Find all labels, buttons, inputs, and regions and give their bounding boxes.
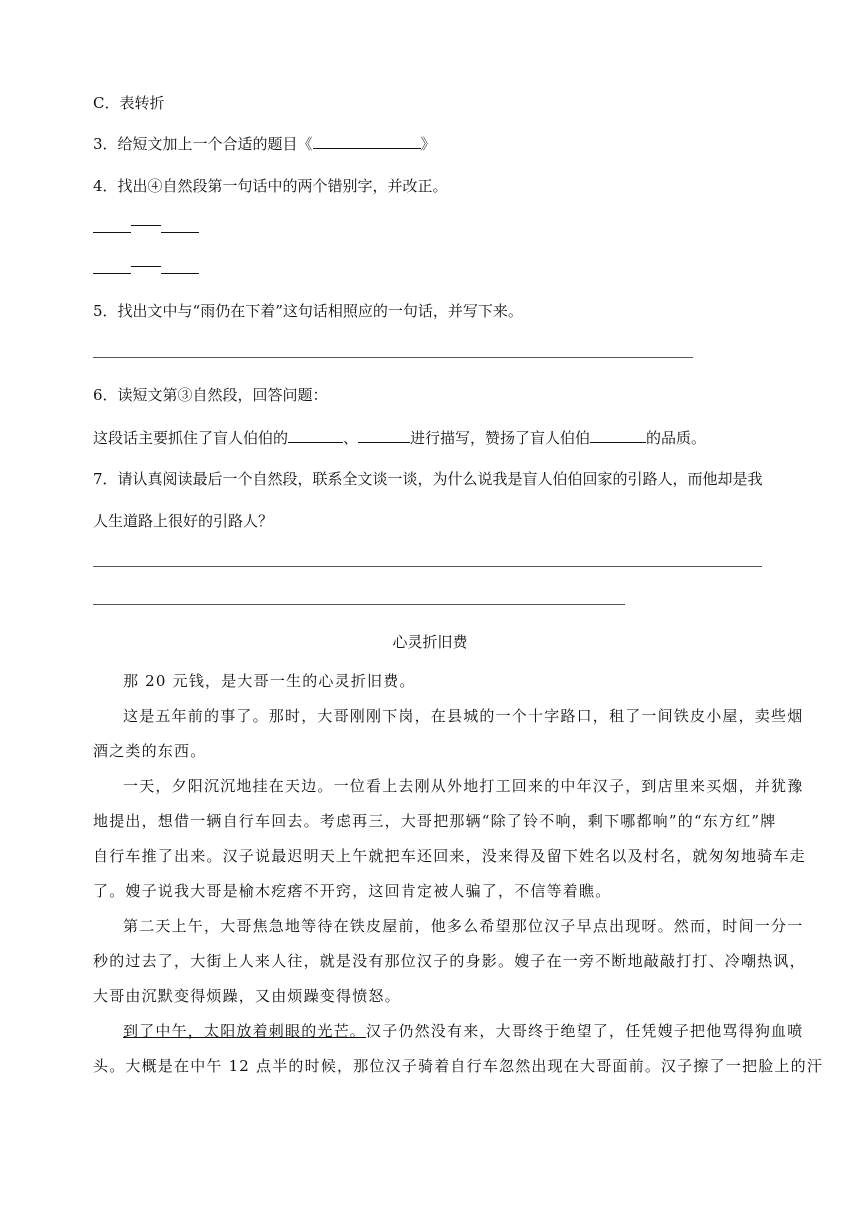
fill-blank-1[interactable] <box>288 428 343 443</box>
answer-line-2 <box>93 259 199 279</box>
fill-text-a: 这段话主要抓住了盲人伯伯的 <box>93 429 289 447</box>
story-body <box>93 664 824 1084</box>
question-3 <box>93 134 436 154</box>
question-4: 4．找出④自然段第一句话中的两个错别字，并改正。 <box>93 177 448 195</box>
fill-blank-3[interactable] <box>590 428 646 443</box>
fill-text-b: 、 <box>343 429 359 447</box>
paragraph-4-line-3: 大哥由沉默变得烦躁，又由烦躁变得愤怒。 <box>93 987 401 1005</box>
paragraph-4-line-1: 第二天上午，大哥焦急地等待在铁皮屋前，他多么希望那位汉子早点出现呀。然而，时间一分一 <box>123 917 804 935</box>
paragraph-2-line-1: 这是五年前的事了。那时，大哥刚刚下岗，在县城的一个十字路口，租了一间铁皮小屋，卖些烟 <box>123 707 804 725</box>
question-3-text: 3．给短文加上一个合适的题目《 <box>93 135 313 153</box>
answer-line-q5[interactable] <box>93 357 693 358</box>
question-6-fill <box>93 428 706 448</box>
option-c: C．表转折 <box>93 94 165 112</box>
paragraph-3-line-1: 一天，夕阳沉沉地挂在天边。一位看上去刚从外地打工回来的中年汉子，到店里来买烟，并犹豫 <box>123 777 804 795</box>
question-3-suffix: 》 <box>420 135 436 153</box>
title-blank[interactable] <box>313 134 421 149</box>
paragraph-3-line-2: 地提出，想借一辆自行车回去。考虑再三，大哥把那辆“除了铃不响，剩下哪都响”的“东方红”牌 <box>93 812 777 830</box>
paragraph-3-line-4: 了。嫂子说我大哥是榆木疙瘩不开窍，这回肯定被人骗了，不信等着瞧。 <box>93 882 612 900</box>
paragraph-3-line-3: 自行车推了出来。汉子说最迟明天上午就把车还回来，没来得及留下姓名以及村名，就匆匆地骑车走 <box>93 847 806 865</box>
story-title: 心灵折旧费 <box>392 633 468 651</box>
underlined-sentence: 到了中午，太阳放着刺眼的光芒。 <box>123 1022 367 1040</box>
answer-line-1 <box>93 218 199 238</box>
wrong-char-blank-1[interactable] <box>93 218 131 233</box>
paragraph-1: 那 20 元钱，是大哥一生的心灵折旧费。 <box>123 672 416 690</box>
correct-char-blank-1[interactable] <box>161 218 199 233</box>
question-7-line-2: 人生道路上很好的引路人？ <box>93 512 274 530</box>
question-7-line-1: 7．请认真阅读最后一个自然段，联系全文谈一谈，为什么说我是盲人伯伯回家的引路人，而他却是我 <box>93 470 763 488</box>
paragraph-5-line-1-rest: 汉子仍然没有来，大哥终于绝望了，任凭嫂子把他骂得狗血喷 <box>366 1022 804 1040</box>
arrow-dash-1 <box>131 211 161 226</box>
arrow-dash-2 <box>131 252 161 267</box>
paragraph-5-line-2: 头。大概是在中午 12 点半的时候，那位汉子骑着自行车忽然出现在大哥面前。汉子擦了一把脸上的汗 <box>93 1057 824 1075</box>
question-5: 5．找出文中与“雨仍在下着”这句话相照应的一句话，并写下来。 <box>93 302 523 320</box>
answer-line-q7-1[interactable] <box>93 566 762 567</box>
answer-line-q7-2[interactable] <box>93 604 625 605</box>
fill-text-d: 的品质。 <box>646 429 707 447</box>
paragraph-2-line-2: 酒之类的东西。 <box>93 742 207 760</box>
correct-char-blank-2[interactable] <box>161 259 199 274</box>
paragraph-4-line-2: 秒的过去了，大街上人来人往，就是没有那位汉子的身影。嫂子在一旁不断地敲敲打打、冷嘲热讽， <box>93 952 806 970</box>
fill-text-c: 进行描写，赞扬了盲人伯伯 <box>410 429 591 447</box>
wrong-char-blank-2[interactable] <box>93 259 131 274</box>
fill-blank-2[interactable] <box>358 428 410 443</box>
paragraph-5-line-1 <box>93 1014 804 1049</box>
question-6: 6．读短文第③自然段，回答问题： <box>93 386 328 404</box>
